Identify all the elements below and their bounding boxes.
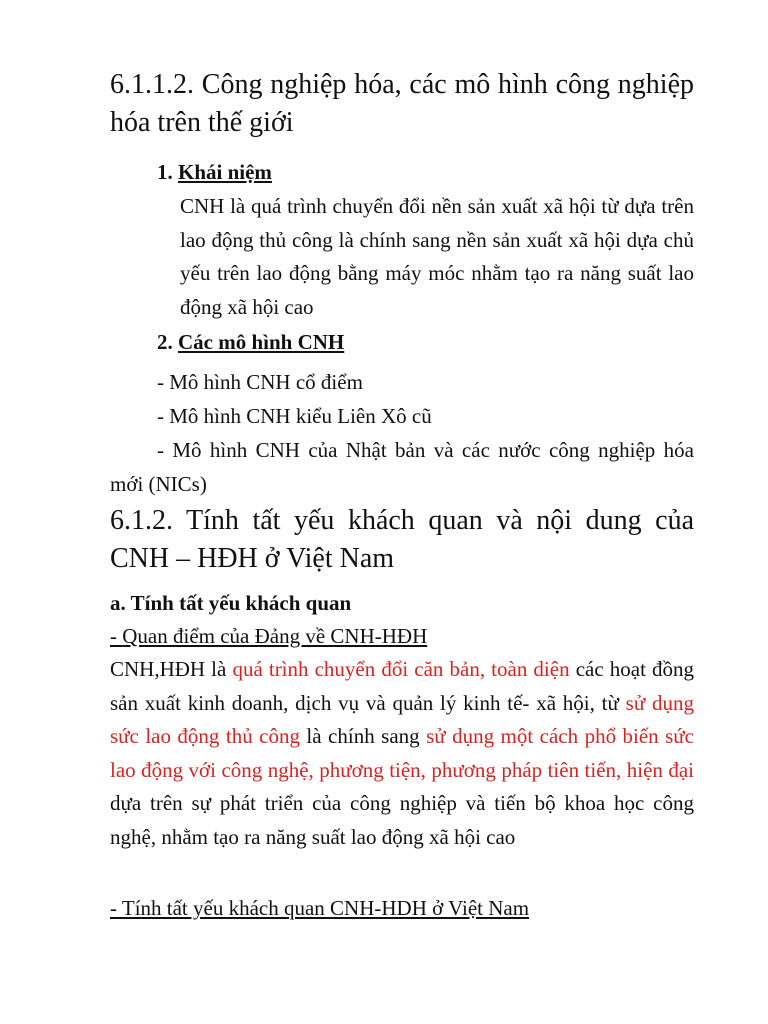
para-text: CNH,HĐH là bbox=[110, 657, 233, 681]
model-item: - Mô hình CNH của Nhật bản và các nước công nghiệp hóa mới (NICs) bbox=[110, 438, 694, 496]
item-1-definition: CNH là quá trình chuyển đổi nền sản xuất xã hội từ dựa trên lao động thủ công là chính sang nền sản xuất xã hội dựa chủ yếu trên lao động bằng máy móc nhằm tạo ra năng suất lao động xã hội cao bbox=[180, 194, 694, 319]
model-item: - Mô hình CNH kiểu Liên Xô cũ bbox=[157, 404, 432, 428]
para-highlight: quá trình chuyển đổi căn bản, toàn diện bbox=[232, 657, 570, 681]
item-1-title: Khái niệm bbox=[178, 160, 272, 184]
para-text: các hoạt đồng sản xuất kinh doanh, dịch vụ và quản lý kinh tế- xã hội, từ bbox=[110, 657, 694, 715]
item-1-number: 1. bbox=[157, 160, 178, 184]
item-1-heading bbox=[157, 157, 557, 187]
section-heading-2: 6.1.2. Tính tất yếu khách quan và nội dung của CNH – HĐH ở Việt Nam bbox=[110, 505, 694, 574]
point-1-title: Quan điểm của Đảng về CNH-HĐH bbox=[122, 624, 428, 648]
item-2-title: Các mô hình CNH bbox=[178, 330, 345, 354]
definition-paragraph bbox=[110, 653, 694, 854]
para-text: dựa trên sự phát triển của công nghiệp và tiến bộ khoa học công nghệ, nhằm tạo ra năng suất lao động xã hội cao bbox=[110, 791, 694, 849]
section-heading-1: 6.1.1.2. Công nghiệp hóa, các mô hình công nghiệp hóa trên thế giới bbox=[110, 69, 694, 138]
model-item: - Mô hình CNH cổ điểm bbox=[157, 370, 363, 394]
para-highlight: sử dụng sức lao động thủ công bbox=[110, 690, 694, 748]
point-1-heading bbox=[110, 620, 694, 654]
point-2-heading: - Tính tất yếu khách quan CNH-HDH ở Việt Nam bbox=[110, 896, 530, 920]
item-2-number: 2. bbox=[157, 330, 178, 354]
item-2-heading bbox=[157, 327, 557, 357]
para-highlight: sử dụng một cách phổ biến sức lao động với công nghệ, phương tiện, phương pháp tiên tiến, hiện đại bbox=[110, 724, 695, 782]
point-1-dash: - bbox=[110, 624, 123, 648]
para-text: là chính sang bbox=[299, 724, 427, 748]
sub-heading-a: a. Tính tất yếu khách quan bbox=[110, 591, 352, 615]
